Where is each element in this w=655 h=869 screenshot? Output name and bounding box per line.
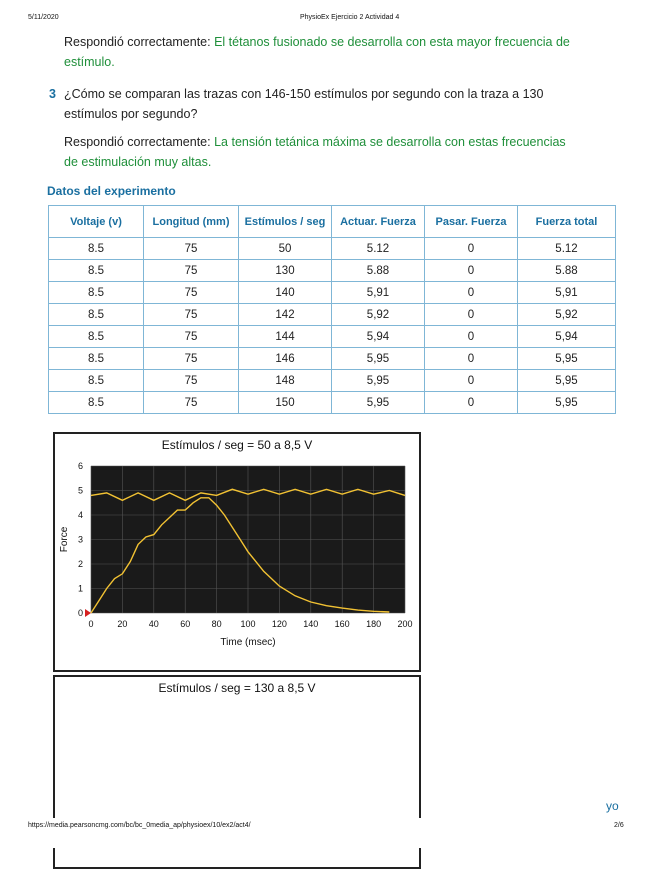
table-row bbox=[49, 238, 616, 260]
cell: 8.5 bbox=[49, 370, 144, 392]
cell: 5,95 bbox=[332, 392, 425, 414]
x-axis-label: Time (msec) bbox=[220, 637, 276, 648]
x-tick-label: 200 bbox=[397, 619, 413, 629]
cell: 5.12 bbox=[332, 238, 425, 260]
q3-feedback-answer-cont: de estimulación muy altas. bbox=[64, 155, 212, 169]
question-line-2: estímulos por segundo? bbox=[64, 107, 198, 121]
cell: 0 bbox=[425, 260, 518, 282]
chart-panel-1 bbox=[53, 432, 421, 672]
cell: 5.88 bbox=[518, 260, 616, 282]
print-title: PhysioEx Ejercicio 2 Actividad 4 bbox=[300, 14, 400, 21]
cell: 75 bbox=[144, 392, 239, 414]
question-line-1: ¿Cómo se comparan las trazas con 146-150 estímulos por segundo con la traza a 130 bbox=[64, 87, 544, 101]
cell: 5.12 bbox=[518, 238, 616, 260]
table-row bbox=[49, 326, 616, 348]
table-row bbox=[49, 348, 616, 370]
cell: 8.5 bbox=[49, 392, 144, 414]
cell: 0 bbox=[425, 348, 518, 370]
x-tick-label: 0 bbox=[88, 619, 94, 629]
experiment-title: Datos del experimento bbox=[47, 184, 176, 198]
cell: 75 bbox=[144, 260, 239, 282]
cell: 0 bbox=[425, 238, 518, 260]
q2-feedback bbox=[64, 32, 634, 72]
cell: 5,95 bbox=[518, 370, 616, 392]
stimulus-marker-icon bbox=[85, 609, 91, 617]
y-tick-label: 1 bbox=[77, 583, 83, 594]
x-tick-label: 60 bbox=[180, 619, 191, 629]
x-tick-label: 120 bbox=[271, 619, 287, 629]
cell: 130 bbox=[239, 260, 332, 282]
corner-mark: yo bbox=[606, 799, 619, 813]
footer-url: https://media.pearsoncmg.com/bc/bc_0media_ap/physioex/10/ex2/act4/ bbox=[28, 822, 251, 829]
col-header-length: Longitud (mm) bbox=[144, 206, 239, 238]
x-tick-label: 40 bbox=[148, 619, 159, 629]
question-number: 3 bbox=[49, 87, 56, 101]
q3-feedback-prefix: Respondió correctamente: bbox=[64, 135, 211, 149]
cell: 148 bbox=[239, 370, 332, 392]
cell: 0 bbox=[425, 282, 518, 304]
table-row bbox=[49, 370, 616, 392]
cell: 75 bbox=[144, 282, 239, 304]
cell: 142 bbox=[239, 304, 332, 326]
cell: 150 bbox=[239, 392, 332, 414]
question-text bbox=[64, 84, 634, 124]
cell: 8.5 bbox=[49, 348, 144, 370]
cell: 5,95 bbox=[332, 348, 425, 370]
cell: 75 bbox=[144, 348, 239, 370]
cell: 8.5 bbox=[49, 282, 144, 304]
q2-feedback-answer: El tétanos fusionado se desarrolla con esta mayor frecuencia de bbox=[214, 35, 570, 49]
cell: 140 bbox=[239, 282, 332, 304]
x-tick-label: 80 bbox=[211, 619, 222, 629]
cell: 0 bbox=[425, 370, 518, 392]
x-tick-label: 140 bbox=[303, 619, 319, 629]
y-tick-label: 4 bbox=[77, 510, 83, 520]
cell: 5,91 bbox=[332, 282, 425, 304]
y-tick-label: 6 bbox=[77, 461, 83, 471]
cell: 8.5 bbox=[49, 260, 144, 282]
chart-1-title: Estímulos / seg = 50 a 8,5 V bbox=[161, 438, 313, 452]
cell: 75 bbox=[144, 238, 239, 260]
y-tick-label: 0 bbox=[77, 608, 83, 618]
cell: 0 bbox=[425, 304, 518, 326]
cell: 5.88 bbox=[332, 260, 425, 282]
y-tick-label: 2 bbox=[77, 559, 83, 569]
cell: 8.5 bbox=[49, 326, 144, 348]
x-tick-label: 20 bbox=[117, 619, 128, 629]
print-date: 5/11/2020 bbox=[28, 14, 59, 21]
x-tick-label: 180 bbox=[366, 619, 382, 629]
col-header-stimuli: Estímulos / seg bbox=[239, 206, 332, 238]
table-row bbox=[49, 260, 616, 282]
table-header-row bbox=[49, 206, 616, 238]
col-header-total-force: Fuerza total bbox=[518, 206, 616, 238]
force-time-chart bbox=[55, 456, 419, 668]
cell: 5,94 bbox=[518, 326, 616, 348]
cell: 5,92 bbox=[518, 304, 616, 326]
cell: 5,91 bbox=[518, 282, 616, 304]
cell: 5,94 bbox=[332, 326, 425, 348]
cell: 75 bbox=[144, 370, 239, 392]
cell: 8.5 bbox=[49, 238, 144, 260]
y-tick-label: 5 bbox=[77, 485, 83, 496]
cell: 50 bbox=[239, 238, 332, 260]
chart-2-title: Estímulos / seg = 130 a 8,5 V bbox=[158, 681, 316, 695]
cell: 5,95 bbox=[518, 392, 616, 414]
table-row bbox=[49, 392, 616, 414]
cell: 5,95 bbox=[332, 370, 425, 392]
col-header-voltage: Voltaje (v) bbox=[49, 206, 144, 238]
y-axis-label: Force bbox=[59, 526, 70, 553]
cell: 146 bbox=[239, 348, 332, 370]
col-header-active-force: Actuar. Fuerza bbox=[332, 206, 425, 238]
experiment-table bbox=[48, 205, 616, 414]
cell: 75 bbox=[144, 304, 239, 326]
q2-feedback-answer-cont: estímulo. bbox=[64, 55, 115, 69]
cell: 5,92 bbox=[332, 304, 425, 326]
q3-feedback-answer: La tensión tetánica máxima se desarrolla con estas frecuencias bbox=[214, 135, 566, 149]
cell: 144 bbox=[239, 326, 332, 348]
table-row bbox=[49, 304, 616, 326]
q3-feedback bbox=[64, 132, 634, 172]
cell: 75 bbox=[144, 326, 239, 348]
x-tick-label: 100 bbox=[240, 619, 256, 629]
page-number: 2/6 bbox=[614, 822, 624, 829]
cell: 8.5 bbox=[49, 304, 144, 326]
cell: 5,95 bbox=[518, 348, 616, 370]
col-header-passive-force: Pasar. Fuerza bbox=[425, 206, 518, 238]
q2-feedback-prefix: Respondió correctamente: bbox=[64, 35, 211, 49]
table-row bbox=[49, 282, 616, 304]
y-tick-label: 3 bbox=[77, 534, 83, 545]
cell: 0 bbox=[425, 326, 518, 348]
cell: 0 bbox=[425, 392, 518, 414]
x-tick-label: 160 bbox=[334, 619, 350, 629]
